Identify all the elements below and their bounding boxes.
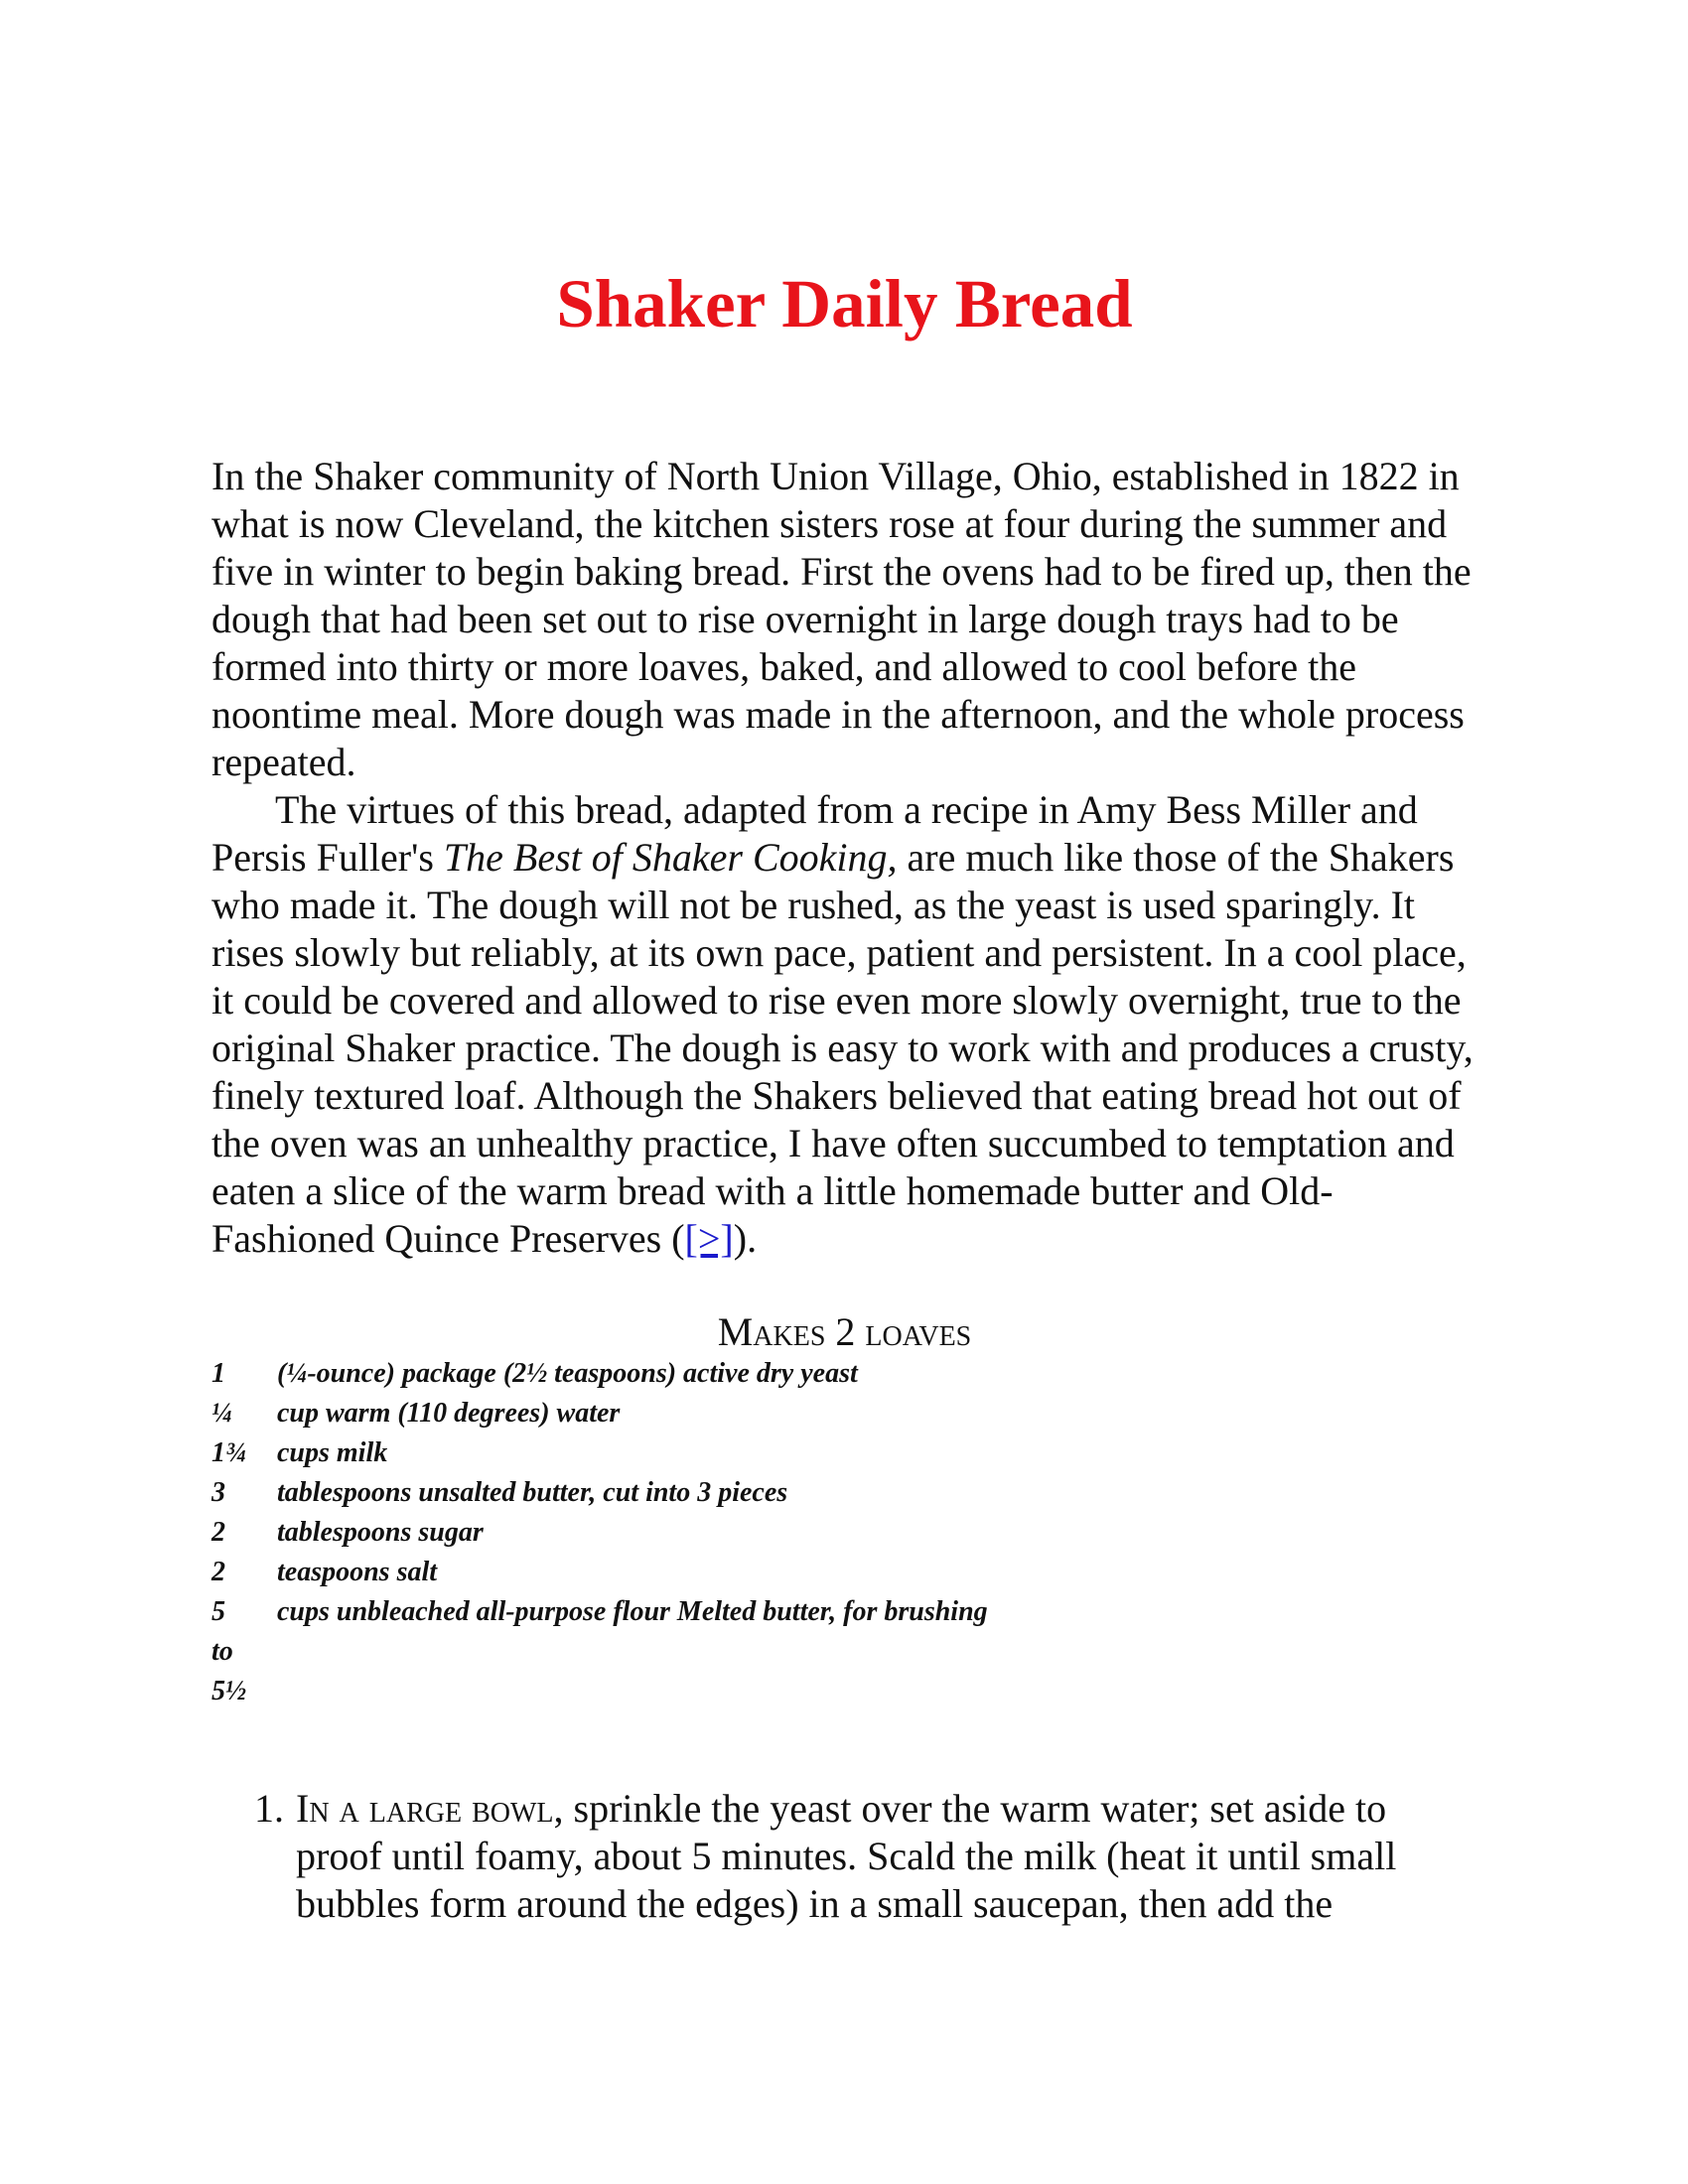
ingredient-text: cups unbleached all-purpose flour Melted butter, for brushing bbox=[277, 1596, 988, 1627]
ingredient-text: cup warm (110 degrees) water bbox=[277, 1398, 621, 1429]
page-title: Shaker Daily Bread bbox=[556, 266, 1133, 341]
ingredient-row bbox=[211, 1553, 1477, 1592]
quince-preserves-link[interactable]: [>] bbox=[684, 1216, 734, 1261]
intro-text bbox=[211, 453, 1477, 1263]
ingredient-row bbox=[211, 1394, 1477, 1433]
ingredient-quantity: 5 to 5½ bbox=[211, 1596, 246, 1706]
ingredient-quantity: ¼ bbox=[211, 1398, 232, 1429]
intro-paragraph-2-start: The virtues of this bread, adapted from a recipe in Amy Bess Miller and Persis Fuller's bbox=[211, 787, 1418, 880]
intro-paragraph-1: In the Shaker community of North Union Village, Ohio, established in 1822 in what is now Cleveland, the kitchen sisters rose at four during the summer and five in winter to begin baking bread. First the ovens had to be fired up, then the dough that had been set out to rise overnight in large dough trays had to be formed into thirty or more loaves, baked, and allowed to cool before the noontime meal. More dough was made in the afternoon, and the whole process repeated. bbox=[211, 454, 1472, 784]
ingredient-row bbox=[211, 1513, 1477, 1553]
step-body-text: , sprinkle the yeast over the warm water; set aside to proof until foamy, about 5 minutes. Scald the milk (heat it until small bubbles form around the edges) in a small saucepan, then add the bbox=[296, 1786, 1397, 1926]
ingredient-text: tablespoons sugar bbox=[277, 1517, 484, 1548]
intro-paragraph-2 bbox=[211, 786, 1477, 1263]
ingredient-row bbox=[211, 1592, 1477, 1711]
ingredient-quantity: 2 bbox=[211, 1557, 225, 1587]
book-title: The Best of Shaker Cooking, bbox=[443, 835, 898, 880]
ingredient-text: teaspoons salt bbox=[277, 1557, 438, 1587]
instruction-step bbox=[211, 1785, 1477, 1928]
intro-paragraph-2-end: ). bbox=[733, 1216, 758, 1261]
ingredient-quantity: 1¾ bbox=[211, 1437, 246, 1468]
recipe-yield: Makes 2 loaves bbox=[717, 1309, 972, 1354]
instruction-steps bbox=[211, 1785, 1477, 1928]
ingredient-row bbox=[211, 1354, 1477, 1394]
ingredient-quantity: 3 bbox=[211, 1477, 225, 1508]
step-number: 1. bbox=[254, 1786, 284, 1831]
ingredient-text: tablespoons unsalted butter, cut into 3 pieces bbox=[277, 1477, 788, 1508]
ingredient-list bbox=[211, 1354, 1477, 1711]
step-text bbox=[296, 1785, 1477, 1928]
intro-paragraph-2-middle: are much like those of the Shakers who made it. The dough will not be rushed, as the yeast is used sparingly. It rises slowly but reliably, at its own pace, patient and persistent. In a cool place, it could be covered and allowed to rise even more slowly overnight, true to the original Shaker practice. The dough is easy to work with and produces a crusty, finely textured loaf. Although the Shakers believed that eating bread hot out of the oven was an unhealthy practice, I have often succumbed to temptation and eaten a slice of the warm bread with a little homemade butter and Old-Fashioned Quince Preserves ( bbox=[211, 835, 1474, 1261]
ingredient-text: (¼-ounce) package (2½ teaspoons) active dry yeast bbox=[277, 1358, 858, 1389]
ingredient-quantity: 1 bbox=[211, 1358, 225, 1389]
ingredient-row bbox=[211, 1433, 1477, 1473]
ingredient-text: cups milk bbox=[277, 1437, 388, 1468]
ingredient-quantity: 2 bbox=[211, 1517, 225, 1548]
ingredient-row bbox=[211, 1473, 1477, 1513]
step-lead-in: In a large bowl bbox=[296, 1786, 554, 1831]
